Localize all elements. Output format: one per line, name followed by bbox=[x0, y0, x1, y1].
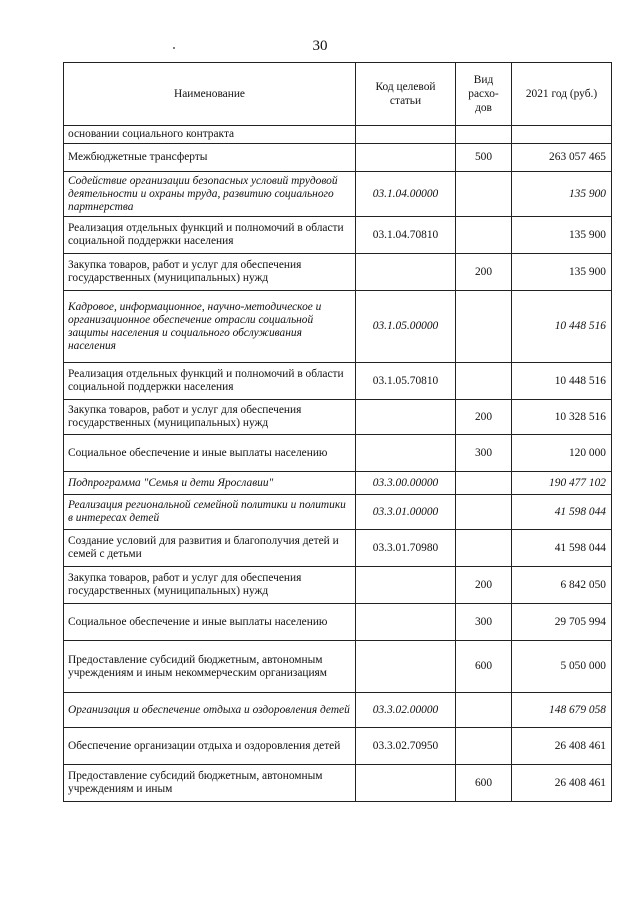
row-kind bbox=[456, 217, 512, 254]
row-name: Социальное обеспечение и иные выплаты населению bbox=[64, 604, 356, 641]
row-kind bbox=[456, 363, 512, 400]
row-kind bbox=[456, 495, 512, 530]
table-row bbox=[64, 728, 612, 765]
row-code bbox=[356, 604, 456, 641]
row-name: Предоставление субсидий бюджетным, автономным учреждениям и иным некоммерческим организациям bbox=[64, 641, 356, 693]
row-kind bbox=[456, 530, 512, 567]
row-amount: 135 900 bbox=[512, 217, 612, 254]
row-amount: 26 408 461 bbox=[512, 728, 612, 765]
row-amount: 10 448 516 bbox=[512, 291, 612, 363]
row-name: Реализация региональной семейной политики и политики в интересах детей bbox=[64, 495, 356, 530]
row-amount: 135 900 bbox=[512, 254, 612, 291]
table-header-row bbox=[64, 63, 612, 126]
row-name: Социальное обеспечение и иные выплаты населению bbox=[64, 435, 356, 472]
row-amount: 120 000 bbox=[512, 435, 612, 472]
table-row bbox=[64, 144, 612, 172]
row-kind bbox=[456, 291, 512, 363]
row-kind: 200 bbox=[456, 254, 512, 291]
row-name: Межбюджетные трансферты bbox=[64, 144, 356, 172]
row-kind bbox=[456, 693, 512, 728]
row-amount: 263 057 465 bbox=[512, 144, 612, 172]
table-row bbox=[64, 400, 612, 435]
row-code: 03.3.00.00000 bbox=[356, 472, 456, 495]
row-amount: 190 477 102 bbox=[512, 472, 612, 495]
row-kind bbox=[456, 728, 512, 765]
row-code bbox=[356, 567, 456, 604]
row-name: Предоставление субсидий бюджетным, автономным учреждениям и иным bbox=[64, 765, 356, 802]
row-kind bbox=[456, 172, 512, 217]
budget-table bbox=[63, 62, 612, 802]
row-name: Обеспечение организации отдыха и оздоровления детей bbox=[64, 728, 356, 765]
table-row bbox=[64, 604, 612, 641]
row-kind: 300 bbox=[456, 604, 512, 641]
row-kind bbox=[456, 472, 512, 495]
table-row bbox=[64, 172, 612, 217]
table-row bbox=[64, 291, 612, 363]
row-name: Содействие организации безопасных условий трудовой деятельности и охраны труда, развитию социального партнерства bbox=[64, 172, 356, 217]
header-amount: 2021 год (руб.) bbox=[512, 63, 612, 126]
table-row bbox=[64, 641, 612, 693]
row-code bbox=[356, 144, 456, 172]
row-code bbox=[356, 126, 456, 144]
row-amount: 148 679 058 bbox=[512, 693, 612, 728]
row-amount: 5 050 000 bbox=[512, 641, 612, 693]
header-name: Наименование bbox=[64, 63, 356, 126]
row-amount: 29 705 994 bbox=[512, 604, 612, 641]
header-kind: Вид расхо-дов bbox=[456, 63, 512, 126]
table-body bbox=[64, 126, 612, 802]
table-row bbox=[64, 567, 612, 604]
row-name: Подпрограмма "Семья и дети Ярославии" bbox=[64, 472, 356, 495]
page-number: 30 bbox=[312, 38, 328, 54]
row-code bbox=[356, 765, 456, 802]
row-amount: 41 598 044 bbox=[512, 530, 612, 567]
row-kind bbox=[456, 126, 512, 144]
row-name: Кадровое, информационное, научно-методическое и организационное обеспечение отрасли социальной защиты населения и социального обслуживания населения bbox=[64, 291, 356, 363]
row-name: Закупка товаров, работ и услуг для обеспечения государственных (муниципальных) нужд bbox=[64, 254, 356, 291]
row-code: 03.1.05.70810 bbox=[356, 363, 456, 400]
row-name: Организация и обеспечение отдыха и оздоровления детей bbox=[64, 693, 356, 728]
scan-speck bbox=[173, 47, 175, 49]
row-kind: 600 bbox=[456, 765, 512, 802]
row-amount: 135 900 bbox=[512, 172, 612, 217]
row-code bbox=[356, 641, 456, 693]
row-code bbox=[356, 400, 456, 435]
header-code: Код целевой статьи bbox=[356, 63, 456, 126]
table-row bbox=[64, 363, 612, 400]
row-name: Закупка товаров, работ и услуг для обеспечения государственных (муниципальных) нужд bbox=[64, 400, 356, 435]
row-kind: 300 bbox=[456, 435, 512, 472]
table-row bbox=[64, 495, 612, 530]
table-row bbox=[64, 693, 612, 728]
row-code: 03.1.05.00000 bbox=[356, 291, 456, 363]
row-code: 03.1.04.70810 bbox=[356, 217, 456, 254]
row-kind: 500 bbox=[456, 144, 512, 172]
table-row bbox=[64, 217, 612, 254]
table-row bbox=[64, 530, 612, 567]
table-row bbox=[64, 765, 612, 802]
row-name: Создание условий для развития и благополучия детей и семей с детьми bbox=[64, 530, 356, 567]
row-name: Реализация отдельных функций и полномочий в области социальной поддержки населения bbox=[64, 363, 356, 400]
row-name: Реализация отдельных функций и полномочий в области социальной поддержки населения bbox=[64, 217, 356, 254]
row-code: 03.3.02.00000 bbox=[356, 693, 456, 728]
table-row bbox=[64, 254, 612, 291]
row-name: основании социального контракта bbox=[64, 126, 356, 144]
table-row bbox=[64, 472, 612, 495]
row-code bbox=[356, 254, 456, 291]
row-amount: 26 408 461 bbox=[512, 765, 612, 802]
row-kind: 200 bbox=[456, 567, 512, 604]
row-amount: 10 328 516 bbox=[512, 400, 612, 435]
row-code: 03.3.02.70950 bbox=[356, 728, 456, 765]
row-code: 03.1.04.00000 bbox=[356, 172, 456, 217]
table-row bbox=[64, 435, 612, 472]
row-kind: 600 bbox=[456, 641, 512, 693]
row-code: 03.3.01.70980 bbox=[356, 530, 456, 567]
row-amount: 10 448 516 bbox=[512, 363, 612, 400]
row-amount: 41 598 044 bbox=[512, 495, 612, 530]
row-code: 03.3.01.00000 bbox=[356, 495, 456, 530]
row-code bbox=[356, 435, 456, 472]
row-amount bbox=[512, 126, 612, 144]
table-row bbox=[64, 126, 612, 144]
row-name: Закупка товаров, работ и услуг для обеспечения государственных (муниципальных) нужд bbox=[64, 567, 356, 604]
row-amount: 6 842 050 bbox=[512, 567, 612, 604]
row-kind: 200 bbox=[456, 400, 512, 435]
